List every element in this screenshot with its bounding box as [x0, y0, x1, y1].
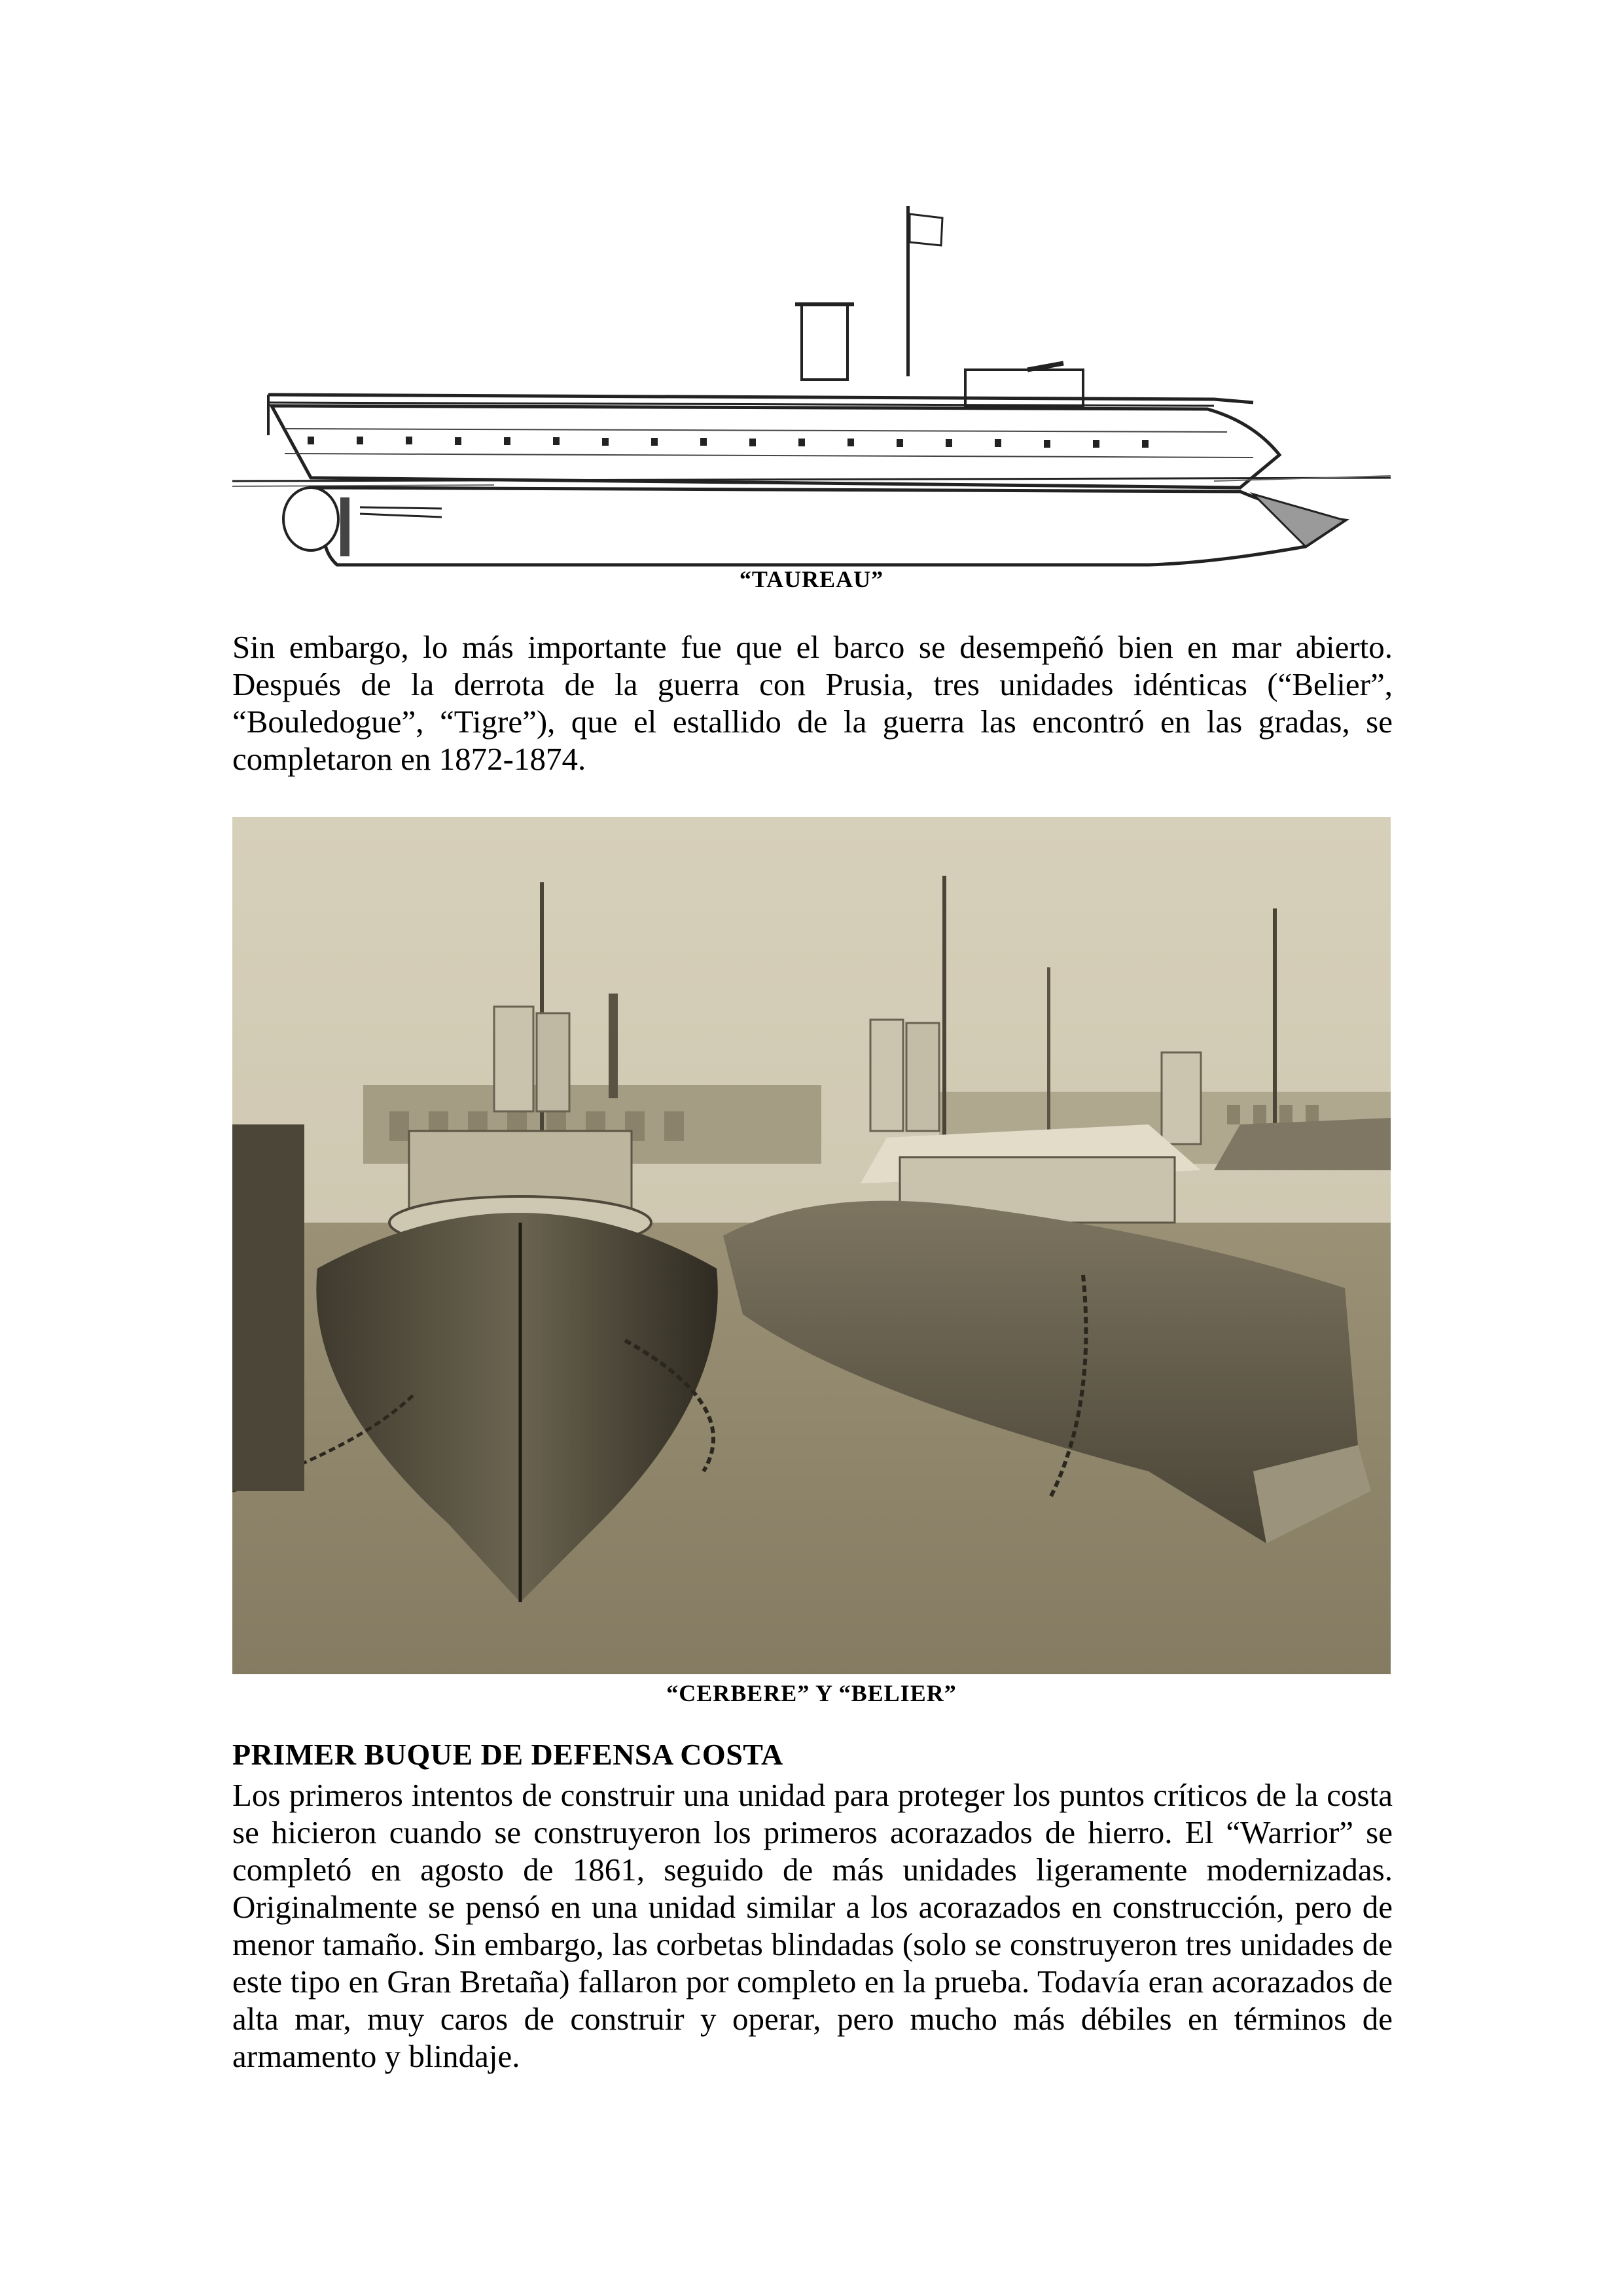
figure-caption: “TAUREAU” [739, 566, 884, 592]
body-paragraph: Los primeros intentos de construir una unidad para proteger los puntos críticos de la costa se hicieron cuando se construyeron los primeros acorazados de hierro. El “Warrior” se completó en agosto de 1861, seguido de más unidades ligeramente modernizadas. Originalmente se pensó en una unidad similar a los acorazados en construcción, pero de menor tamaño. Sin embargo, las corbetas blindadas (solo se construyeron tres unidades de este tipo en Gran Bretaña) fallaron por completo en la prueba. Todavía eran acorazados de alta mar, muy caros de construir y operar, pero mucho más débiles en términos de armamento y blindaje. [232, 1777, 1393, 2074]
body-paragraph: Sin embargo, lo más importante fue que el barco se desempeñó bien en mar abierto. Después de la derrota de la guerra con Prusia, tres unidades idénticas (“Belier”, “Bouledogue”, “Tigre”), que el estallido de la guerra las encontró en las gradas, se completaron en 1872-1874. [232, 629, 1393, 777]
figure-caption: “CERBERE” Y “BELIER” [666, 1680, 957, 1706]
historic-photo-ironclads [232, 817, 1391, 1674]
section-heading: PRIMER BUQUE DE DEFENSA COSTA [232, 1738, 783, 1771]
ship-profile-drawing [232, 206, 1391, 569]
